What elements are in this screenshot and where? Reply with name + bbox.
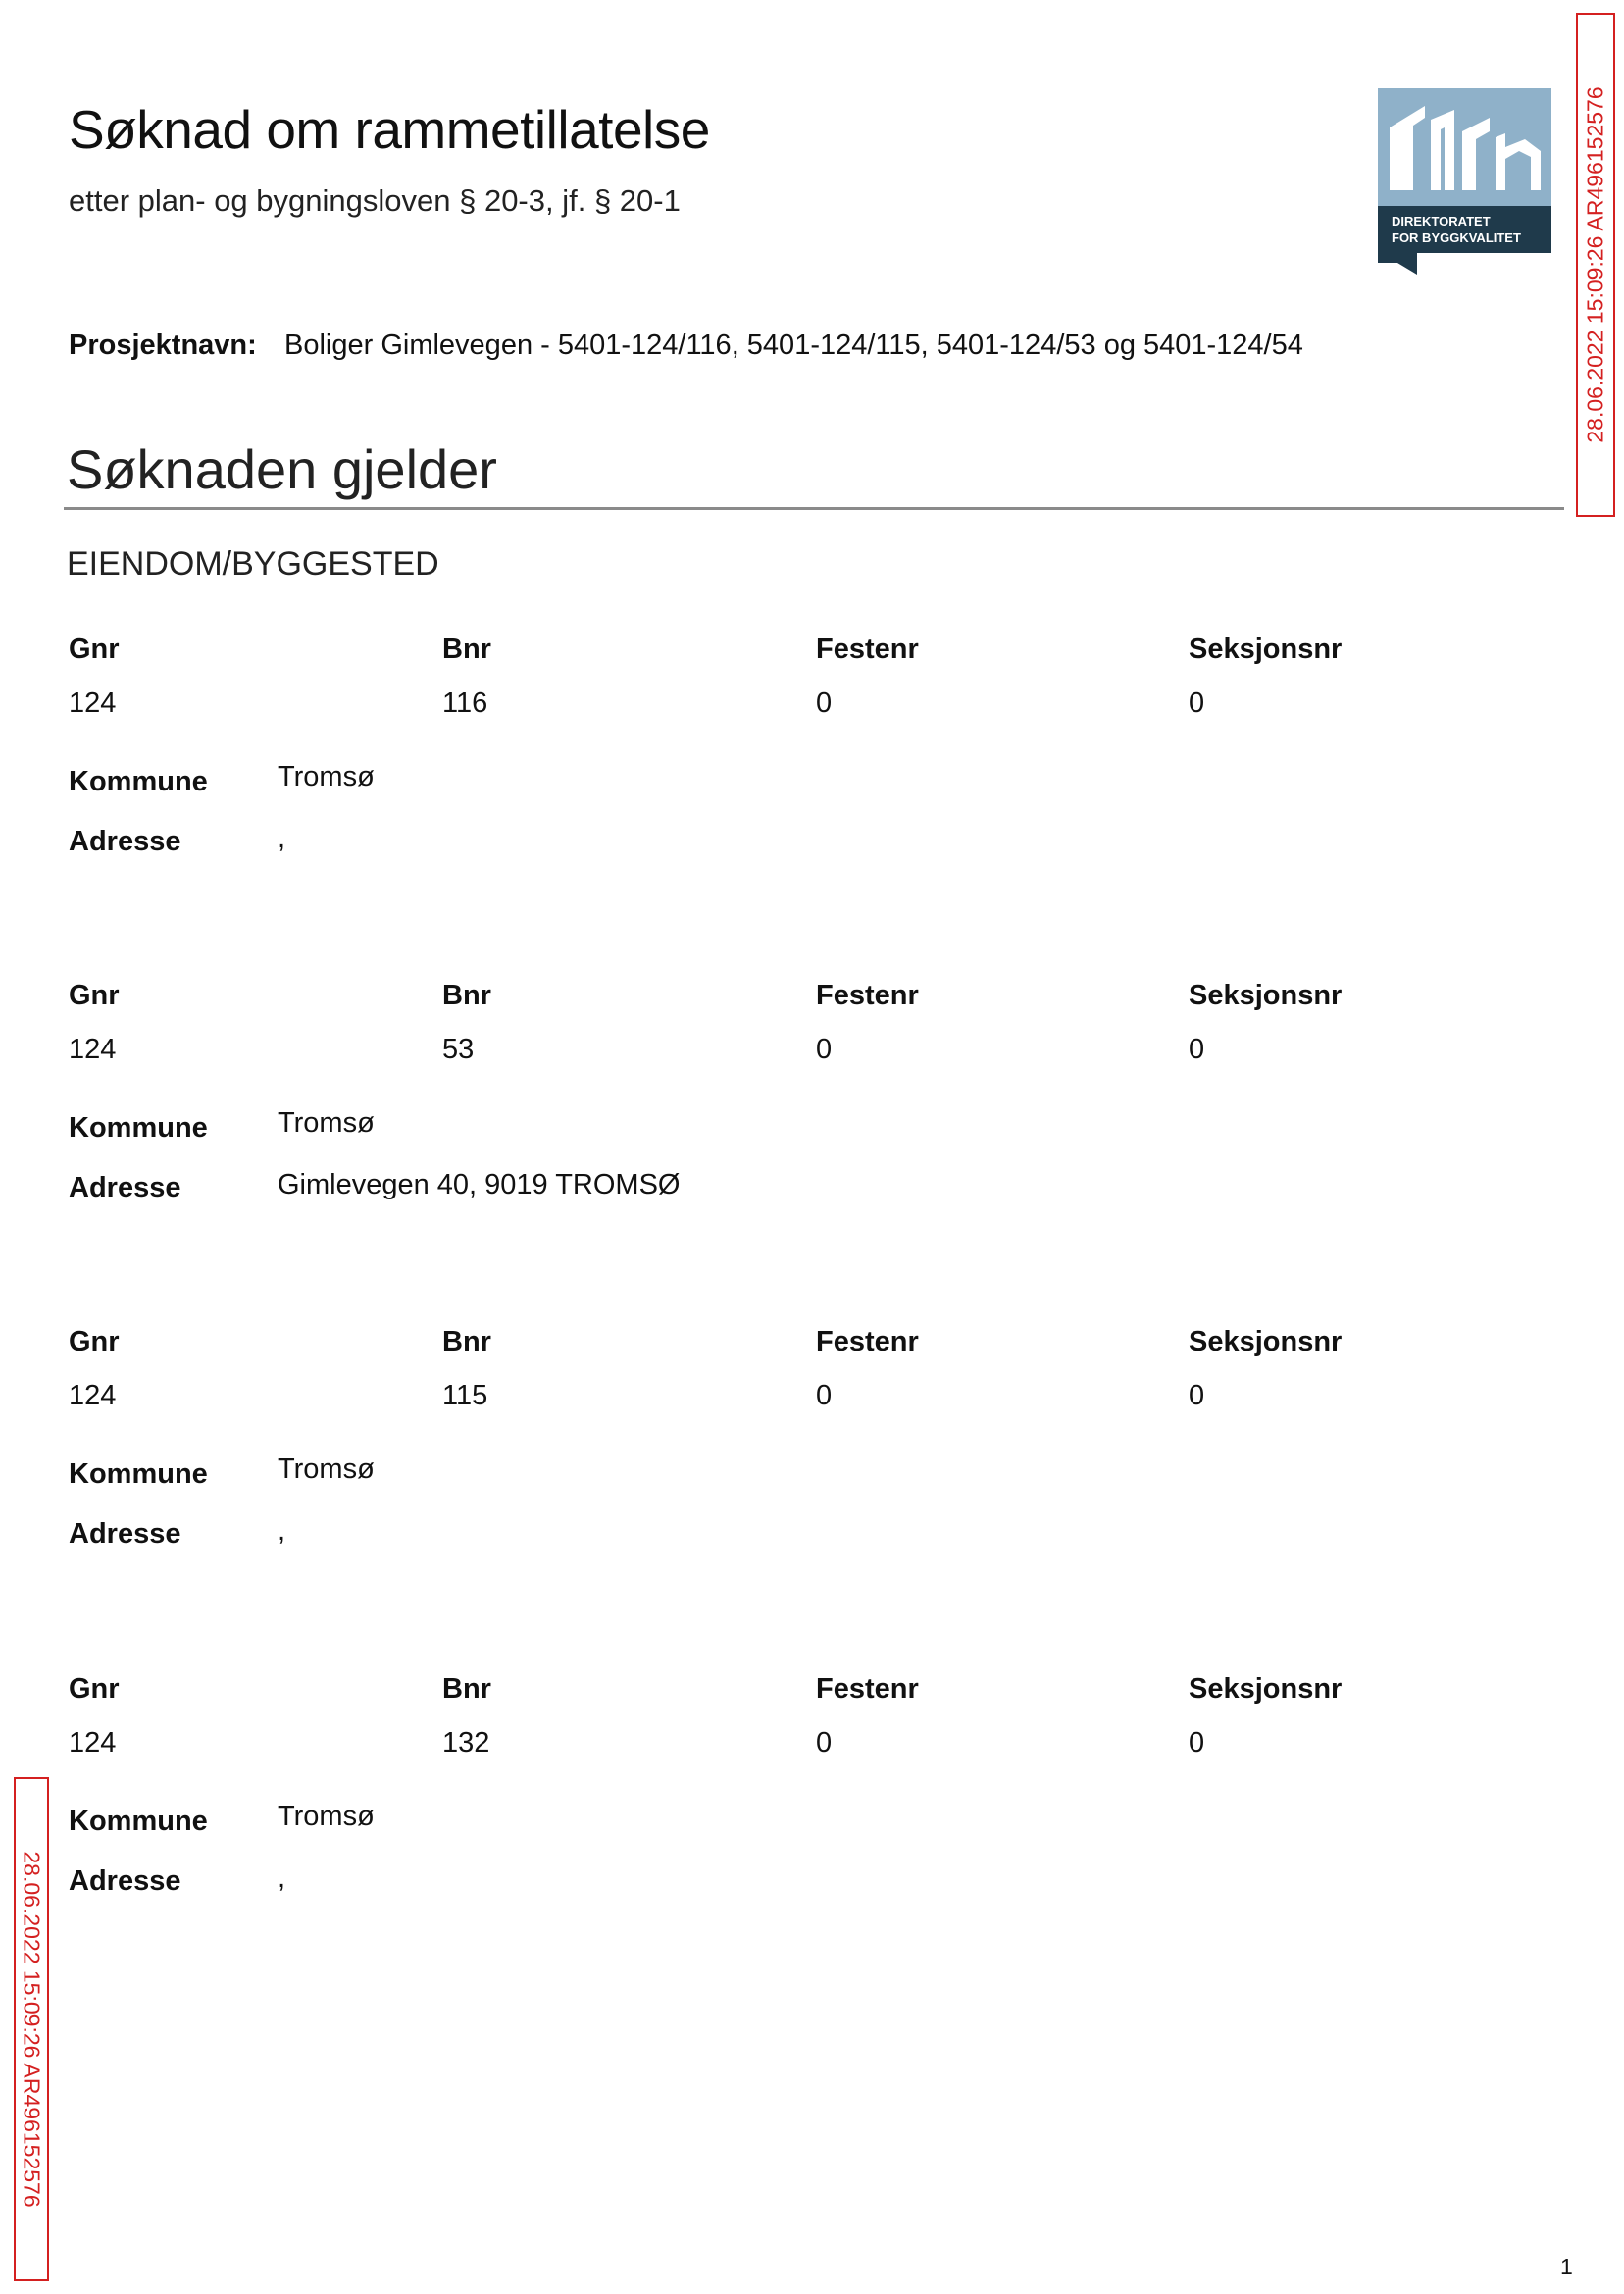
kommune-label: Kommune — [69, 1806, 208, 1837]
seksjonsnr-header: Seksjonsnr — [1189, 634, 1343, 665]
bnr-header: Bnr — [442, 980, 491, 1011]
seksjonsnr-value: 0 — [1189, 1380, 1205, 1411]
festenr-value: 0 — [816, 1727, 833, 1759]
gnr-value: 124 — [69, 1034, 117, 1065]
adresse-value: , — [278, 1862, 286, 1894]
kommune-value: Tromsø — [278, 1107, 375, 1139]
kommune-value: Tromsø — [278, 1801, 375, 1832]
bnr-value: 132 — [442, 1727, 490, 1759]
project-name: Boliger Gimlevegen - 5401-124/116, 5401-124/115, 5401-124/53 og 5401-124/54 — [284, 330, 1303, 361]
dibk-logo — [1378, 88, 1551, 275]
seksjonsnr-value: 0 — [1189, 688, 1205, 719]
section-subheading: EIENDOM/BYGGESTED — [67, 545, 439, 583]
property-block — [69, 1673, 1540, 1967]
seksjonsnr-header: Seksjonsnr — [1189, 1673, 1343, 1705]
gnr-header: Gnr — [69, 1326, 120, 1357]
adresse-value: , — [278, 823, 286, 854]
adresse-label: Adresse — [69, 1172, 181, 1203]
property-block — [69, 980, 1540, 1274]
adresse-value: Gimlevegen 40, 9019 TROMSØ — [278, 1169, 681, 1200]
seksjonsnr-value: 0 — [1189, 1727, 1205, 1759]
kommune-label: Kommune — [69, 1458, 208, 1490]
bnr-header: Bnr — [442, 634, 491, 665]
festenr-value: 0 — [816, 1034, 833, 1065]
kommune-label: Kommune — [69, 1112, 208, 1144]
stamp-text: 28.06.2022 15:09:26 AR496152576 — [1582, 86, 1608, 443]
festenr-header: Festenr — [816, 980, 919, 1011]
gnr-header: Gnr — [69, 634, 120, 665]
property-block — [69, 1326, 1540, 1620]
gnr-header: Gnr — [69, 980, 120, 1011]
gnr-value: 124 — [69, 1727, 117, 1759]
kommune-value: Tromsø — [278, 1453, 375, 1485]
festenr-header: Festenr — [816, 634, 919, 665]
kommune-label: Kommune — [69, 766, 208, 797]
festenr-value: 0 — [816, 1380, 833, 1411]
bnr-header: Bnr — [442, 1326, 491, 1357]
bnr-value: 116 — [442, 688, 488, 719]
logo-line2: FOR BYGGKVALITET — [1392, 230, 1521, 245]
seksjonsnr-value: 0 — [1189, 1034, 1205, 1065]
adresse-label: Adresse — [69, 1865, 181, 1897]
property-block — [69, 634, 1540, 928]
seksjonsnr-header: Seksjonsnr — [1189, 980, 1343, 1011]
section-heading: Søknaden gjelder — [67, 438, 497, 500]
logo-line1: DIREKTORATET — [1392, 214, 1491, 229]
bnr-value: 53 — [442, 1034, 475, 1065]
gnr-value: 124 — [69, 1380, 117, 1411]
kommune-value: Tromsø — [278, 761, 375, 792]
festenr-header: Festenr — [816, 1326, 919, 1357]
archive-stamp-right — [1576, 13, 1615, 517]
adresse-value: , — [278, 1515, 286, 1547]
section-divider — [64, 507, 1564, 510]
seksjonsnr-header: Seksjonsnr — [1189, 1326, 1343, 1357]
gnr-value: 124 — [69, 688, 117, 719]
page-number: 1 — [1560, 2254, 1573, 2279]
gnr-header: Gnr — [69, 1673, 120, 1705]
bnr-value: 115 — [442, 1380, 488, 1411]
stamp-text: 28.06.2022 15:09:26 AR496152576 — [19, 1851, 45, 2208]
festenr-value: 0 — [816, 688, 833, 719]
document-title: Søknad om rammetillatelse — [69, 99, 710, 160]
document-subtitle: etter plan- og bygningsloven § 20-3, jf. § 20-1 — [69, 183, 681, 218]
archive-stamp-left — [14, 1777, 49, 2281]
festenr-header: Festenr — [816, 1673, 919, 1705]
project-label: Prosjektnavn: — [69, 330, 257, 361]
bnr-header: Bnr — [442, 1673, 491, 1705]
adresse-label: Adresse — [69, 1518, 181, 1550]
adresse-label: Adresse — [69, 826, 181, 857]
